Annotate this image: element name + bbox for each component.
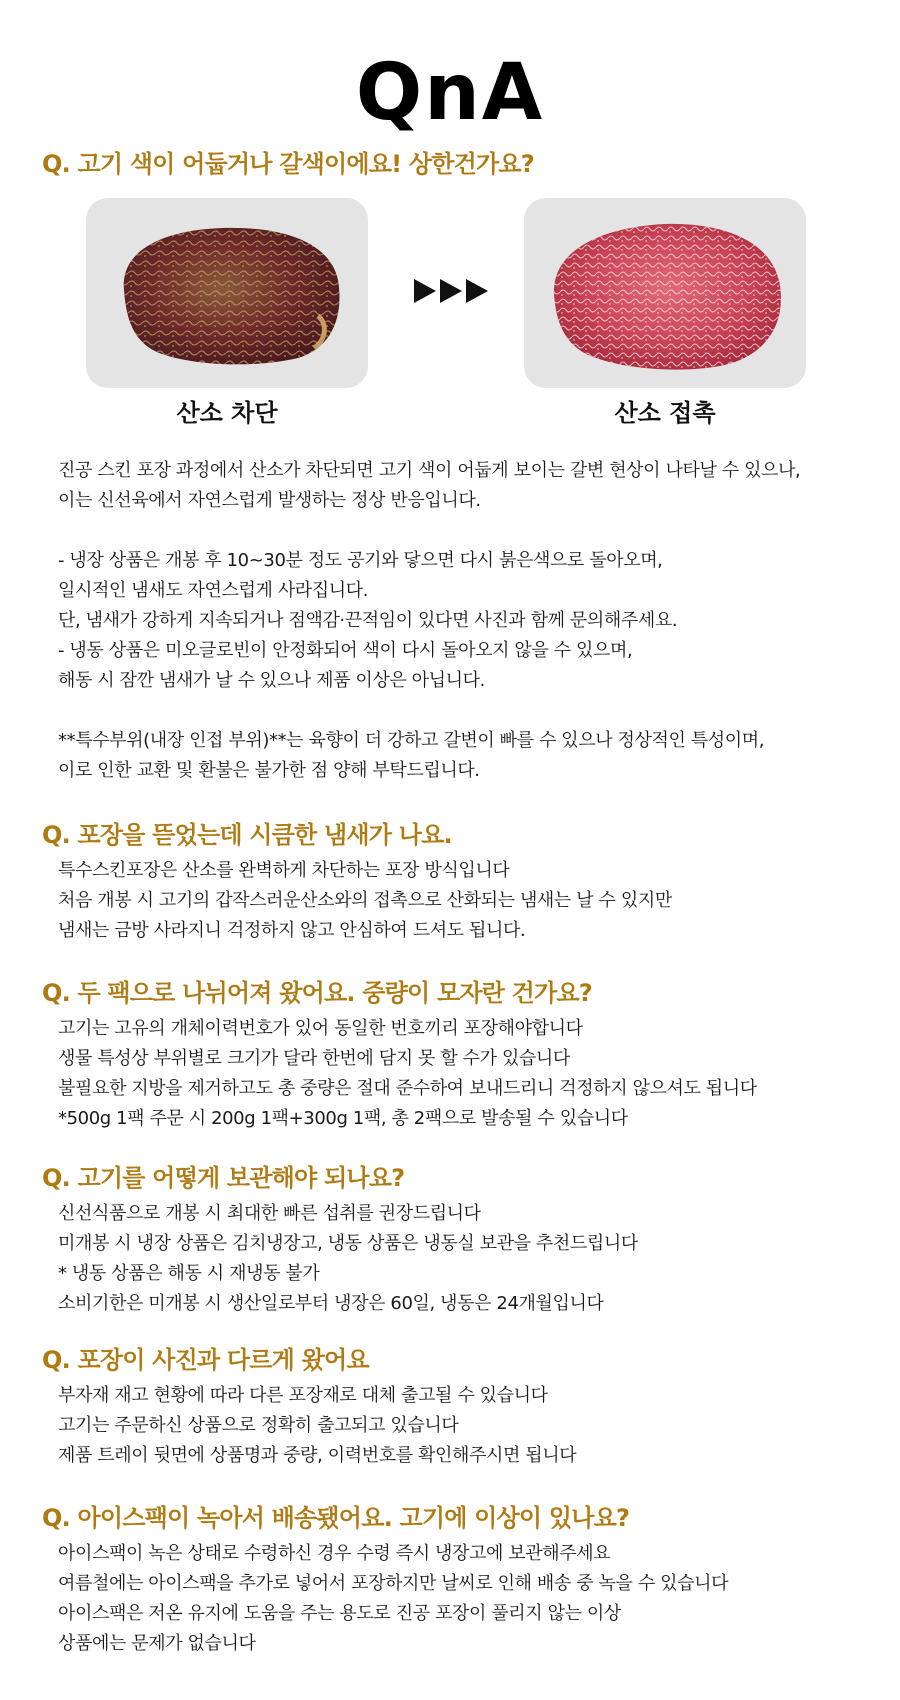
answer-spacer	[58, 696, 800, 726]
oxygen-blocked-caption: 산소 차단	[176, 399, 278, 427]
answer-line: 진공 스킨 포장 과정에서 산소가 차단되면 고기 색이 어둡게 보이는 갈변 현상이 나타날 수 있으나,	[58, 460, 801, 481]
answer-line: *500g 1팩 주문 시 200g 1팩+300g 1팩, 총 2팩으로 발송될 수 있습니다	[58, 1108, 628, 1129]
answer-line: 제품 트레이 뒷면에 상품명과 중량, 이력번호를 확인해주시면 됩니다	[58, 1445, 577, 1466]
oxygen-exposed-caption: 산소 접촉	[614, 399, 716, 427]
answer-2	[58, 856, 672, 946]
answer-line: 소비기한은 미개봉 시 생산일로부터 냉장은 60일, 냉동은 24개월입니다	[58, 1293, 604, 1314]
answer-line: 이는 신선육에서 자연스럽게 발생하는 정상 반응입니다.	[58, 490, 481, 511]
oxygen-exposed-meat-image	[524, 198, 806, 388]
triple-right-arrow-icon	[412, 274, 492, 308]
answer-line: * 냉동 상품은 해동 시 재냉동 불가	[58, 1263, 320, 1284]
answer-line: 생물 특성상 부위별로 크기가 달라 한번에 담지 못 할 수가 있습니다	[58, 1048, 570, 1069]
question-heading-1: Q. 고기 색이 어둡거나 갈색이에요! 상한건가요?	[42, 150, 534, 178]
answer-spacer	[58, 516, 800, 546]
answer-3	[58, 1014, 757, 1134]
question-heading-5: Q. 포장이 사진과 다르게 왔어요	[42, 1346, 369, 1374]
answer-line: 여름철에는 아이스팩을 추가로 넣어서 포장하지만 날씨로 인해 배송 중 녹을 수 있습니다	[58, 1573, 729, 1594]
question-heading-2: Q. 포장을 뜯었는데 시큼한 냄새가 나요.	[42, 821, 452, 849]
oxygen-blocked-meat-image	[86, 198, 368, 388]
answer-line: 냄새는 금방 사라지니 걱정하지 않고 안심하여 드셔도 됩니다.	[58, 920, 526, 941]
answer-line: 미개봉 시 냉장 상품은 김치냉장고, 냉동 상품은 냉동실 보관을 추천드립니다	[58, 1233, 638, 1254]
answer-line: 단, 냄새가 강하게 지속되거나 점액감·끈적임이 있다면 사진과 함께 문의해주세요.	[58, 610, 678, 631]
question-heading-3: Q. 두 팩으로 나뉘어져 왔어요. 중량이 모자란 건가요?	[42, 979, 592, 1007]
answer-line: 고기는 고유의 개체이력번호가 있어 동일한 번호끼리 포장해야합니다	[58, 1018, 583, 1039]
answer-5	[58, 1381, 576, 1471]
answer-6	[58, 1539, 728, 1659]
answer-line: 처음 개봉 시 고기의 갑작스러운산소와의 접촉으로 산화되는 냄새는 날 수 있지만	[58, 890, 672, 911]
answer-line: 불필요한 지방을 제거하고도 총 중량은 절대 준수하여 보내드리니 걱정하지 않으셔도 됩니다	[58, 1078, 757, 1099]
answer-line: 이로 인한 교환 및 환불은 불가한 점 양해 부탁드립니다.	[58, 760, 480, 781]
answer-1	[58, 456, 800, 786]
answer-line: - 냉동 상품은 미오글로빈이 안정화되어 색이 다시 돌아오지 않을 수 있으며,	[58, 640, 633, 661]
answer-line: 아이스팩이 녹은 상태로 수령하신 경우 수령 즉시 냉장고에 보관해주세요	[58, 1543, 611, 1564]
answer-line: 해동 시 잠깐 냄새가 날 수 있으나 제품 이상은 아닙니다.	[58, 670, 485, 691]
question-heading-4: Q. 고기를 어떻게 보관해야 되나요?	[42, 1164, 405, 1192]
answer-line: 부자재 재고 현황에 따라 다른 포장재로 대체 출고될 수 있습니다	[58, 1385, 548, 1406]
answer-line: 고기는 주문하신 상품으로 정확히 출고되고 있습니다	[58, 1415, 459, 1436]
answer-line: 특수스킨포장은 산소를 완벽하게 차단하는 포장 방식입니다	[58, 860, 510, 881]
question-heading-6: Q. 아이스팩이 녹아서 배송됐어요. 고기에 이상이 있나요?	[42, 1504, 630, 1532]
answer-line: 상품에는 문제가 없습니다	[58, 1633, 256, 1654]
answer-line: 일시적인 냄새도 자연스럽게 사라집니다.	[58, 580, 369, 601]
answer-4	[58, 1199, 638, 1319]
page-title: QnA	[355, 48, 545, 138]
answer-line: - 냉장 상품은 개봉 후 10~30분 정도 공기와 닿으면 다시 붉은색으로 돌아오며,	[58, 550, 663, 571]
answer-line: 아이스팩은 저온 유지에 도움을 주는 용도로 진공 포장이 풀리지 않는 이상	[58, 1603, 621, 1624]
answer-line: 신선식품으로 개봉 시 최대한 빠른 섭취를 권장드립니다	[58, 1203, 481, 1224]
answer-line: **특수부위(내장 인접 부위)**는 육향이 더 강하고 갈변이 빠를 수 있으나 정상적인 특성이며,	[58, 730, 765, 751]
